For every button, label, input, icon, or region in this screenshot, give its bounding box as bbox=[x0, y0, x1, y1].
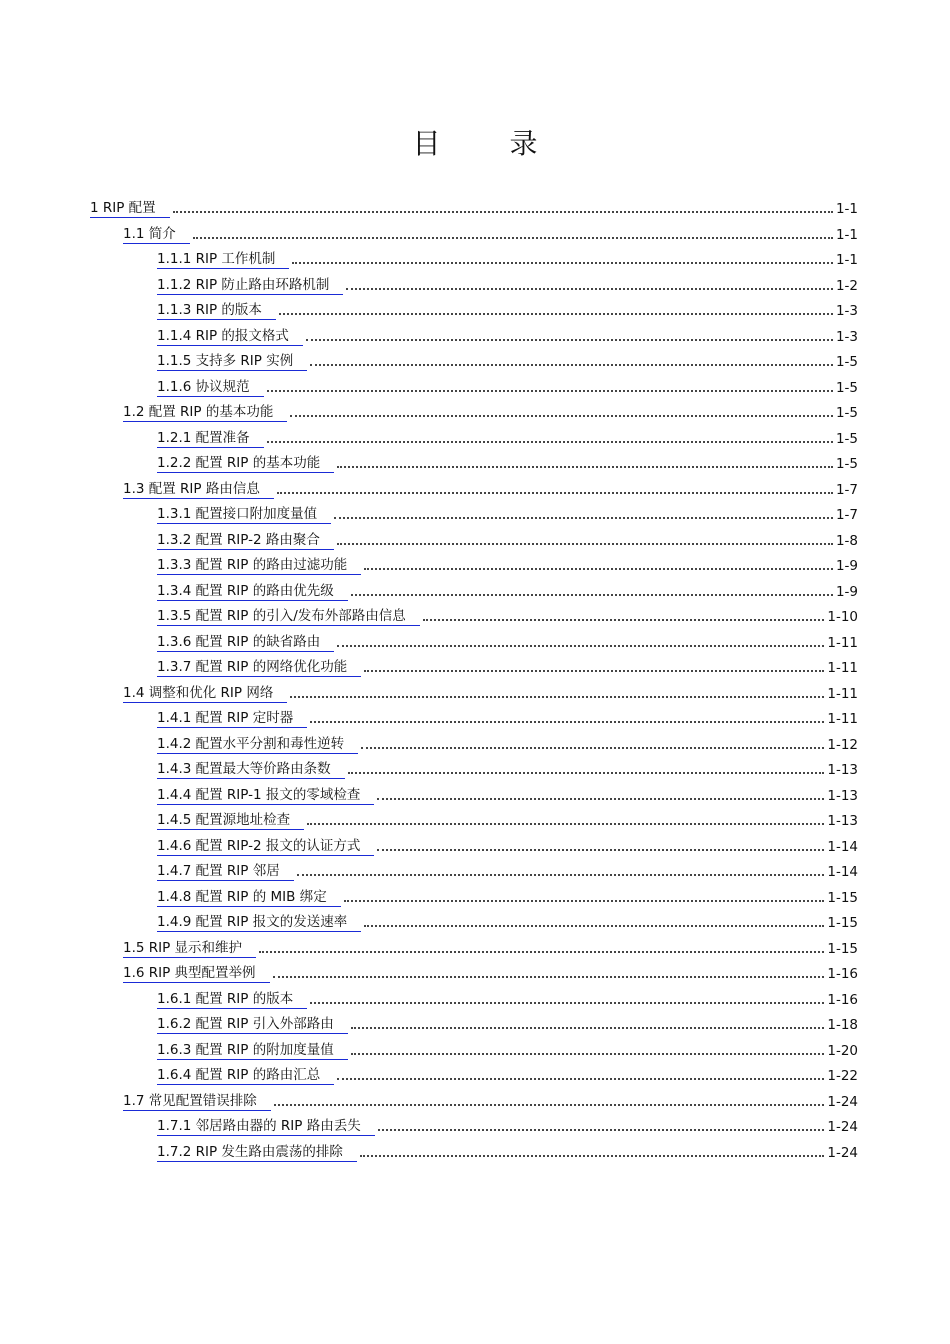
dot-leader bbox=[378, 1129, 825, 1131]
dot-leader bbox=[348, 772, 825, 774]
toc-page-number: 1-15 bbox=[827, 940, 858, 957]
toc-entry[interactable] bbox=[157, 706, 858, 728]
toc-entry[interactable] bbox=[90, 196, 858, 218]
toc-entry-link[interactable]: 1.6.1 配置 RIP 的版本 bbox=[157, 990, 307, 1009]
toc-entry-link[interactable]: 1.7.2 RIP 发生路由震荡的排除 bbox=[157, 1143, 357, 1162]
toc-page-number: 1-1 bbox=[835, 226, 858, 243]
toc-page-number: 1-12 bbox=[827, 736, 858, 753]
toc-entry[interactable] bbox=[157, 553, 858, 575]
toc-entry-link[interactable]: 1.4.7 配置 RIP 邻居 bbox=[157, 862, 294, 881]
dot-leader bbox=[307, 823, 824, 825]
toc-entry-link[interactable]: 1.1.3 RIP 的版本 bbox=[157, 301, 276, 320]
toc-page-number: 1-16 bbox=[827, 966, 858, 982]
dot-leader bbox=[360, 1155, 824, 1157]
toc-entry[interactable] bbox=[157, 298, 858, 320]
toc-entry-link[interactable]: 1.4.6 配置 RIP-2 报文的认证方式 bbox=[157, 837, 374, 856]
toc-entry[interactable] bbox=[157, 1140, 858, 1162]
dot-leader bbox=[193, 237, 833, 239]
toc-entry[interactable] bbox=[157, 528, 858, 550]
dot-leader bbox=[290, 696, 824, 698]
toc-entry[interactable] bbox=[157, 451, 858, 473]
toc-entry[interactable] bbox=[123, 936, 858, 958]
toc-entry[interactable] bbox=[157, 426, 858, 448]
dot-leader bbox=[351, 1027, 825, 1029]
toc-page-number: 1-7 bbox=[835, 481, 858, 498]
dot-leader bbox=[310, 721, 824, 723]
dot-leader bbox=[290, 415, 833, 417]
toc-page-number: 1-15 bbox=[827, 915, 858, 931]
toc-page-number: 1-24 bbox=[827, 1093, 858, 1110]
toc-entry[interactable] bbox=[157, 1012, 858, 1034]
toc-entry[interactable] bbox=[123, 681, 858, 703]
toc-page-number: 1-14 bbox=[827, 864, 858, 880]
toc-entry[interactable] bbox=[157, 859, 858, 881]
toc-entry[interactable] bbox=[157, 1114, 858, 1136]
toc-page-number: 1-11 bbox=[827, 685, 858, 702]
toc-entry-link[interactable]: 1.1 简介 bbox=[123, 225, 190, 244]
toc-page-number: 1-24 bbox=[827, 1119, 858, 1135]
toc-entry[interactable] bbox=[157, 604, 858, 626]
toc-entry-link[interactable]: 1.2.2 配置 RIP 的基本功能 bbox=[157, 454, 334, 473]
toc-page-number: 1-5 bbox=[835, 354, 858, 370]
toc-entry[interactable] bbox=[157, 1063, 858, 1085]
toc-page-number: 1-5 bbox=[835, 379, 858, 396]
toc-page-number: 1-11 bbox=[827, 660, 858, 676]
toc-page-number: 1-9 bbox=[835, 558, 858, 574]
dot-leader bbox=[277, 492, 833, 494]
toc-entry[interactable] bbox=[123, 961, 858, 983]
toc-entry-link[interactable]: 1.1.1 RIP 工作机制 bbox=[157, 250, 289, 269]
toc-entry-link[interactable]: 1.4.5 配置源地址检查 bbox=[157, 811, 304, 830]
toc-page-number: 1-3 bbox=[835, 328, 858, 345]
toc-page-number: 1-20 bbox=[827, 1042, 858, 1059]
toc-entry-link[interactable]: 1.6 RIP 典型配置举例 bbox=[123, 964, 270, 983]
toc-page-number: 1-3 bbox=[835, 303, 858, 319]
toc-entry-link[interactable]: 1 RIP 配置 bbox=[90, 199, 170, 218]
dot-leader bbox=[361, 747, 824, 749]
toc-entry-link[interactable]: 1.3.1 配置接口附加度量值 bbox=[157, 505, 331, 524]
toc-entry[interactable] bbox=[157, 630, 858, 652]
dot-leader bbox=[351, 594, 833, 596]
toc-page-number: 1-5 bbox=[835, 405, 858, 421]
toc-page-number: 1-2 bbox=[835, 277, 858, 294]
dot-leader bbox=[377, 798, 824, 800]
toc-entry[interactable] bbox=[157, 579, 858, 601]
toc-entry-link[interactable]: 1.4.2 配置水平分割和毒性逆转 bbox=[157, 735, 358, 754]
toc-entry[interactable] bbox=[157, 324, 858, 346]
toc-page-number: 1-18 bbox=[827, 1017, 858, 1033]
dot-leader bbox=[274, 1104, 825, 1106]
toc-entry[interactable] bbox=[157, 834, 858, 856]
toc-entry[interactable] bbox=[157, 375, 858, 397]
toc-page-number: 1-9 bbox=[835, 583, 858, 600]
toc-page-number: 1-5 bbox=[835, 456, 858, 472]
dot-leader bbox=[337, 645, 824, 647]
toc-page-number: 1-8 bbox=[835, 532, 858, 549]
dot-leader bbox=[364, 568, 833, 570]
dot-leader bbox=[310, 1002, 824, 1004]
toc-page-number: 1-1 bbox=[835, 201, 858, 217]
toc-entry-link[interactable]: 1.6.2 配置 RIP 引入外部路由 bbox=[157, 1015, 348, 1034]
toc-entry[interactable] bbox=[157, 910, 858, 932]
toc-entry-link[interactable]: 1.4.9 配置 RIP 报文的发送速率 bbox=[157, 913, 361, 932]
dot-leader bbox=[267, 441, 833, 443]
toc-entry[interactable] bbox=[157, 247, 858, 269]
toc-entry-link[interactable]: 1.7 常见配置错误排除 bbox=[123, 1092, 271, 1111]
dot-leader bbox=[364, 670, 824, 672]
dot-leader bbox=[344, 900, 825, 902]
toc-entry-link[interactable]: 1.6.4 配置 RIP 的路由汇总 bbox=[157, 1066, 334, 1085]
toc-entry[interactable] bbox=[157, 757, 858, 779]
toc-entry-link[interactable]: 1.2.1 配置准备 bbox=[157, 429, 264, 448]
toc-entry[interactable] bbox=[157, 502, 858, 524]
toc-entry-link[interactable]: 1.4 调整和优化 RIP 网络 bbox=[123, 684, 287, 703]
toc-page-number: 1-13 bbox=[827, 787, 858, 804]
toc-page-number: 1-24 bbox=[827, 1144, 858, 1161]
dot-leader bbox=[306, 339, 833, 341]
toc-entry[interactable] bbox=[157, 783, 858, 805]
toc-entry-link[interactable]: 1.6.3 配置 RIP 的附加度量值 bbox=[157, 1041, 348, 1060]
dot-leader bbox=[334, 517, 833, 519]
toc-entry[interactable] bbox=[123, 400, 858, 422]
toc-entry[interactable] bbox=[123, 222, 858, 244]
toc-entry-link[interactable]: 1.7.1 邻居路由器的 RIP 路由丢失 bbox=[157, 1117, 375, 1136]
page-title: 目 录 bbox=[412, 127, 568, 160]
dot-leader bbox=[337, 1078, 824, 1080]
toc-page-number: 1-7 bbox=[835, 507, 858, 523]
toc-entry-link[interactable]: 1.4.1 配置 RIP 定时器 bbox=[157, 709, 307, 728]
toc-entry-link[interactable]: 1.3.2 配置 RIP-2 路由聚合 bbox=[157, 531, 334, 550]
toc-page-number: 1-11 bbox=[827, 711, 858, 727]
dot-leader bbox=[173, 211, 833, 213]
toc-entry-link[interactable]: 1.3.7 配置 RIP 的网络优化功能 bbox=[157, 658, 361, 677]
dot-leader bbox=[337, 466, 833, 468]
dot-leader bbox=[377, 849, 824, 851]
toc-page-number: 1-16 bbox=[827, 991, 858, 1008]
toc-entry-link[interactable]: 1.1.5 支持多 RIP 实例 bbox=[157, 352, 307, 371]
dot-leader bbox=[297, 874, 825, 876]
toc-entry[interactable] bbox=[157, 349, 858, 371]
toc-page-number: 1-15 bbox=[827, 889, 858, 906]
dot-leader bbox=[346, 288, 833, 290]
toc-entry[interactable] bbox=[123, 1089, 858, 1111]
toc-entry-link[interactable]: 1.3.5 配置 RIP 的引入/发布外部路由信息 bbox=[157, 607, 420, 626]
toc-entry[interactable] bbox=[157, 987, 858, 1009]
toc-entry-link[interactable]: 1.3.6 配置 RIP 的缺省路由 bbox=[157, 633, 334, 652]
toc-page-number: 1-11 bbox=[827, 634, 858, 651]
dot-leader bbox=[279, 313, 833, 315]
dot-leader bbox=[259, 951, 824, 953]
toc-entry-link[interactable]: 1.4.4 配置 RIP-1 报文的零域检查 bbox=[157, 786, 374, 805]
dot-leader bbox=[351, 1053, 825, 1055]
dot-leader bbox=[310, 364, 833, 366]
toc-entry-link[interactable]: 1.1.4 RIP 的报文格式 bbox=[157, 327, 303, 346]
toc-page-number: 1-5 bbox=[835, 430, 858, 447]
toc-entry-link[interactable]: 1.5 RIP 显示和维护 bbox=[123, 939, 256, 958]
toc-page-number: 1-22 bbox=[827, 1068, 858, 1084]
toc-entry-link[interactable]: 1.3.3 配置 RIP 的路由过滤功能 bbox=[157, 556, 361, 575]
toc-entry[interactable] bbox=[157, 273, 858, 295]
toc-entry[interactable] bbox=[123, 477, 858, 499]
toc-entry-link[interactable]: 1.4.3 配置最大等价路由条数 bbox=[157, 760, 345, 779]
toc-entry[interactable] bbox=[157, 808, 858, 830]
toc-page-number: 1-10 bbox=[827, 609, 858, 625]
toc-page-number: 1-13 bbox=[827, 813, 858, 829]
toc-entry-link[interactable]: 1.1.6 协议规范 bbox=[157, 378, 264, 397]
toc-entry[interactable] bbox=[157, 732, 858, 754]
dot-leader bbox=[364, 925, 824, 927]
toc-entry-link[interactable]: 1.4.8 配置 RIP 的 MIB 绑定 bbox=[157, 888, 341, 907]
toc-entry-link[interactable]: 1.2 配置 RIP 的基本功能 bbox=[123, 403, 287, 422]
toc-entry[interactable] bbox=[157, 1038, 858, 1060]
toc-entry-link[interactable]: 1.1.2 RIP 防止路由环路机制 bbox=[157, 276, 343, 295]
toc-entry-link[interactable]: 1.3.4 配置 RIP 的路由优先级 bbox=[157, 582, 348, 601]
toc-entry[interactable] bbox=[157, 655, 858, 677]
dot-leader bbox=[423, 619, 825, 621]
toc-entry[interactable] bbox=[157, 885, 858, 907]
dot-leader bbox=[273, 976, 825, 978]
toc-page-number: 1-13 bbox=[827, 762, 858, 778]
toc-page-number: 1-14 bbox=[827, 838, 858, 855]
dot-leader bbox=[292, 262, 833, 264]
dot-leader bbox=[337, 543, 833, 545]
toc-page-number: 1-1 bbox=[835, 252, 858, 268]
toc-entry-link[interactable]: 1.3 配置 RIP 路由信息 bbox=[123, 480, 274, 499]
dot-leader bbox=[267, 390, 833, 392]
